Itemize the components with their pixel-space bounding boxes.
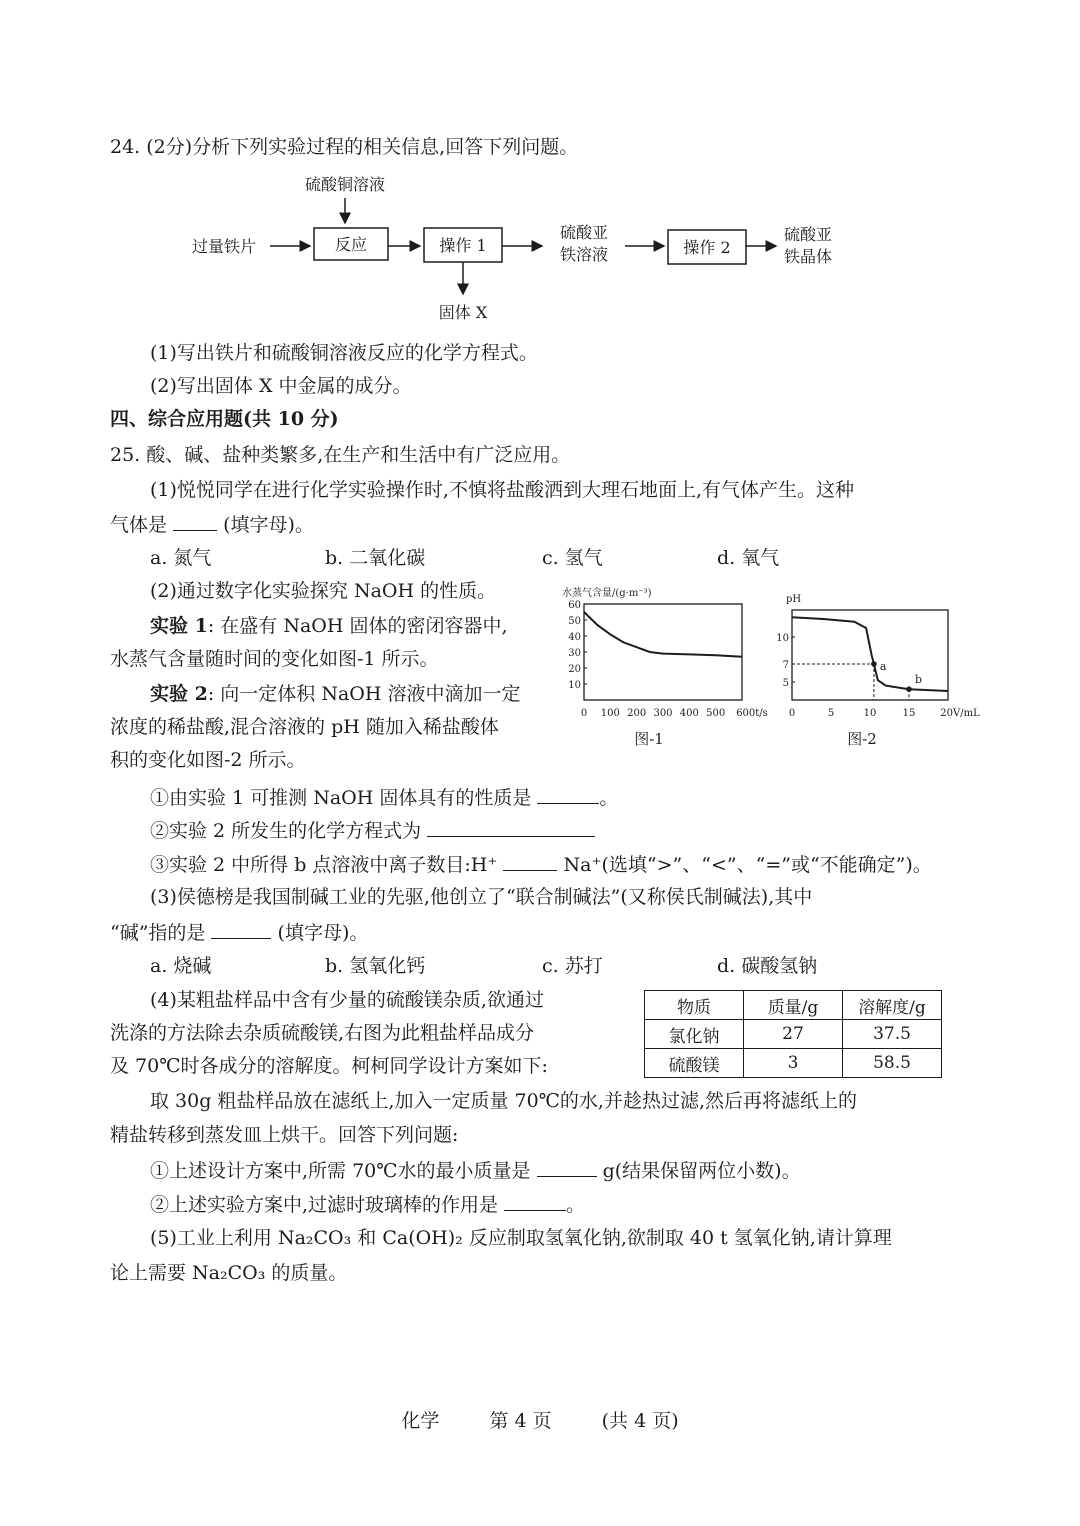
flow-out1-line1: 硫酸亚 [560, 223, 609, 242]
flow-box-reaction-label: 反应 [334, 235, 368, 254]
q25-p3-option-d[interactable]: d. 碳酸氢钠 [717, 955, 818, 977]
chart-y-tick-label: 40 [568, 632, 581, 643]
flow-box-op2-label: 操作 2 [683, 238, 731, 257]
q25-p3-line2 [110, 918, 368, 946]
q25-p4-sub2-b: 。 [566, 1194, 586, 1216]
q25-p4-sub1-blank[interactable] [537, 1156, 597, 1177]
chart-x-tick-label: 100 [600, 708, 620, 719]
flow-box-op1-label: 操作 1 [439, 236, 487, 255]
table-header-cell: 物质 [645, 991, 744, 1020]
q25-p1-line2-b: (填字母)。 [223, 514, 314, 536]
q25-p3-option-a[interactable]: a. 烧碱 [150, 955, 212, 977]
q25-p4-sub2-blank[interactable] [504, 1190, 566, 1211]
chart-y-tick-label: 60 [568, 600, 581, 611]
q25-p3-blank[interactable] [211, 918, 271, 939]
q25-p4-line4: 取 30g 粗盐样品放在滤纸上,加入一定质量 70℃的水,并趁热过滤,然后再将滤纸上的 [150, 1090, 858, 1112]
section-four-heading: 四、综合应用题(共 10 分) [110, 408, 339, 430]
q25-exp2-label: 实验 2 [150, 683, 208, 705]
flow-input-left: 过量铁片 [192, 237, 257, 256]
chart-x-tick-label: 0 [788, 708, 796, 719]
table-cell: 58.5 [843, 1049, 942, 1078]
q25-p5-line2: 论上需要 Na₂CO₃ 的质量。 [110, 1262, 348, 1284]
footer-subject: 化学 [401, 1410, 440, 1432]
chart-point-label: a [879, 660, 887, 673]
q25-p4-sub1 [150, 1156, 801, 1184]
q25-p4-sub2-a: ②上述实验方案中,过滤时玻璃棒的作用是 [150, 1194, 499, 1216]
q25-p3-line1: (3)侯德榜是我国制碱工业的先驱,他创立了“联合制碱法”(又称侯氏制碱法),其中 [150, 886, 813, 908]
q25-p1-line2 [110, 510, 314, 538]
table-header-cell: 溶解度/g [843, 991, 942, 1020]
flow-diagram [180, 168, 880, 328]
q25-p4-line3: 及 70℃时各成分的溶解度。柯柯同学设计方案如下: [110, 1055, 548, 1077]
chart-y-tick-label: 5 [782, 678, 789, 689]
chart-x-tick-label: 400 [679, 708, 699, 719]
q25-sub3-b: Na⁺(选填“>”、“<”、“=”或“不能确定”)。 [563, 854, 932, 876]
chart-data-line [792, 617, 948, 691]
chart-point-label: b [915, 673, 923, 687]
flow-input-top: 硫酸铜溶液 [304, 175, 386, 194]
q24-title: 24. (2分)分析下列实验过程的相关信息,回答下列问题。 [110, 136, 579, 158]
q25-sub2-text: ②实验 2 所发生的化学方程式为 [150, 820, 422, 842]
q25-sub2 [150, 816, 595, 844]
q25-p2-intro: (2)通过数字化实验探究 NaOH 的性质。 [150, 580, 497, 602]
q25-p1-blank[interactable] [173, 510, 217, 531]
footer-total: (共 4 页) [601, 1410, 679, 1432]
q25-exp1-line2: 水蒸气含量随时间的变化如图-1 所示。 [110, 648, 439, 670]
chart-point [906, 686, 912, 692]
table-row [645, 1049, 942, 1078]
chart-y-axis-label: 水蒸气含量/(g·m⁻³) [562, 588, 652, 599]
q25-p1-line1: (1)悦悦同学在进行化学实验操作时,不慎将盐酸洒到大理石地面上,有气体产生。这种 [150, 479, 854, 501]
q25-exp2-line3: 积的变化如图-2 所示。 [110, 749, 306, 771]
q25-p3-line2-a: “碱”指的是 [110, 922, 206, 944]
table-header-row [645, 991, 942, 1020]
chart-y-tick-label: 7 [782, 660, 789, 671]
flow-out1-line2: 铁溶液 [560, 245, 609, 264]
q25-title: 25. 酸、碱、盐种类繁多,在生产和生活中有广泛应用。 [110, 444, 571, 466]
chart-y-tick-label: 10 [568, 680, 581, 691]
q25-p4-sub2 [150, 1190, 585, 1218]
chart-y-tick-label: 50 [568, 616, 581, 627]
q25-exp2-line2: 浓度的稀盐酸,混合溶液的 pH 随加入稀盐酸体 [110, 716, 499, 738]
q25-p1-option-b[interactable]: b. 二氧化碳 [325, 547, 426, 569]
q25-p4-sub1-a: ①上述设计方案中,所需 70℃水的最小质量是 [150, 1160, 531, 1182]
q25-sub3-a: ③实验 2 中所得 b 点溶液中离子数目:H⁺ [150, 854, 498, 876]
q25-p4-line2: 洗涤的方法除去杂质硫酸镁,右图为此粗盐样品成分 [110, 1022, 535, 1044]
chart-y-tick-label: 30 [568, 648, 581, 659]
q25-sub1-text: ①由实验 1 可推测 NaOH 固体具有的性质是 [150, 787, 532, 809]
chart-x-tick-label: 500 [706, 708, 726, 719]
q24-part1: (1)写出铁片和硫酸铜溶液反应的化学方程式。 [150, 342, 538, 364]
q25-p3-line2-b: (填字母)。 [277, 922, 369, 944]
flow-out2-line1: 硫酸亚 [784, 225, 833, 244]
chart-x-tick-label: 0 [580, 708, 588, 719]
table-row [645, 1020, 942, 1049]
table-cell: 硫酸镁 [645, 1049, 744, 1078]
chart-point [871, 661, 877, 667]
q25-p1-option-c[interactable]: c. 氢气 [542, 547, 603, 569]
q25-sub1-blank[interactable] [537, 783, 599, 804]
chart-x-tick-label: 5 [827, 708, 835, 719]
q25-p4-line5: 精盐转移到蒸发皿上烘干。回答下列问题: [110, 1124, 459, 1146]
q25-exp2-line1 [150, 681, 520, 707]
q25-exp2-text: : 向一定体积 NaOH 溶液中滴加一定 [207, 683, 521, 705]
q25-p1-line2-a: 气体是 [110, 514, 168, 536]
chart-x-tick-label: 300 [653, 708, 673, 719]
table-cell: 27 [744, 1020, 843, 1049]
q25-p1-option-d[interactable]: d. 氧气 [717, 547, 780, 569]
q25-p1-option-a[interactable]: a. 氮气 [150, 547, 212, 569]
q25-p4-line1: (4)某粗盐样品中含有少量的硫酸镁杂质,欲通过 [150, 989, 544, 1011]
q25-p5-line1: (5)工业上利用 Na₂CO₃ 和 Ca(OH)₂ 反应制取氢氧化钠,欲制取 40 t 氢氧化钠,请计算理 [150, 1227, 892, 1249]
q25-exp1-line1 [150, 613, 508, 639]
q25-sub2-blank[interactable] [427, 816, 595, 837]
chart-y-tick-label: 20 [568, 664, 581, 675]
q25-p3-option-c[interactable]: c. 苏打 [542, 955, 603, 977]
chart-x-tick-label: 200 [627, 708, 647, 719]
q25-p4-sub1-b: g(结果保留两位小数)。 [602, 1160, 801, 1182]
q25-exp1-label: 实验 1 [150, 615, 208, 637]
chart-title: 图-1 [634, 730, 664, 748]
q25-sub1-end: 。 [599, 787, 619, 809]
chart-x-tick-label: 10 [863, 708, 877, 719]
page-footer [0, 1406, 1080, 1433]
q25-sub3 [150, 850, 932, 878]
q24-part2: (2)写出固体 X 中金属的成分。 [150, 375, 412, 397]
q25-sub3-blank[interactable] [503, 850, 557, 871]
chart-figure-1 [560, 580, 770, 750]
chart-frame [584, 604, 742, 700]
q25-exp1-text: : 在盛有 NaOH 固体的密闭容器中, [207, 615, 508, 637]
chart-figure-2 [778, 590, 978, 750]
flow-solid: 固体 X [438, 303, 488, 322]
chart-x-tick-label: 15 [902, 708, 916, 719]
chart-data-line [584, 612, 742, 657]
chart-frame [792, 610, 948, 700]
table-cell: 氯化钠 [645, 1020, 744, 1049]
chart-x-tick-label: 600t/s [736, 708, 768, 719]
chart-y-tick-label: 10 [776, 633, 789, 644]
chart-title: 图-2 [847, 730, 877, 748]
flow-out2-line2: 铁晶体 [784, 247, 833, 266]
q25-p3-option-b[interactable]: b. 氢氧化钙 [325, 955, 426, 977]
chart-y-axis-label: pH [786, 594, 802, 605]
solubility-table [644, 990, 942, 1078]
table-header-cell: 质量/g [744, 991, 843, 1020]
chart-x-tick-label: 20V/mL [940, 708, 980, 719]
table-cell: 37.5 [843, 1020, 942, 1049]
q25-sub1 [150, 783, 618, 811]
footer-page: 第 4 页 [489, 1410, 552, 1432]
table-cell: 3 [744, 1049, 843, 1078]
